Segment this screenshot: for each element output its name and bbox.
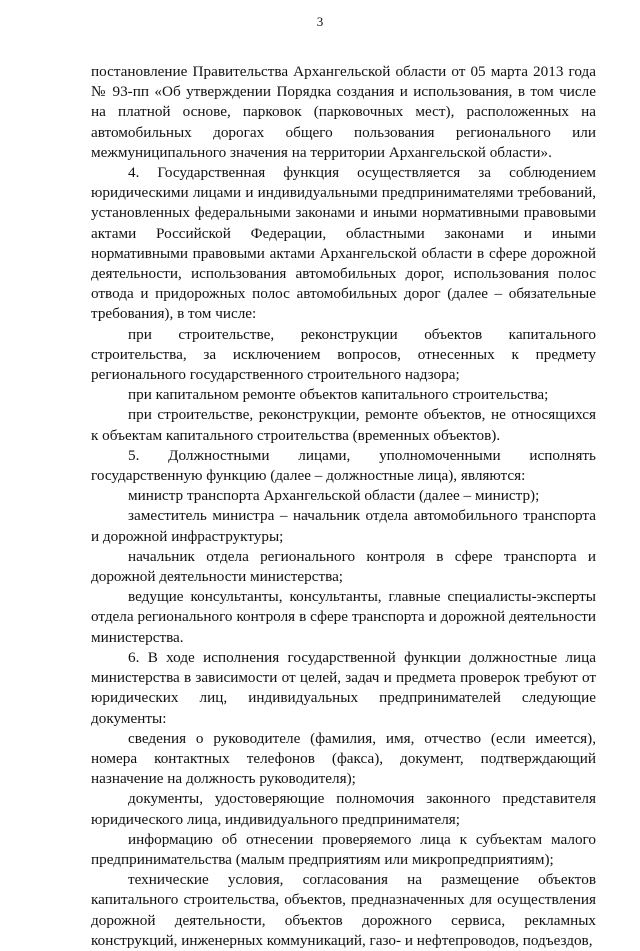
page-number: 3 bbox=[316, 14, 324, 29]
paragraph-decree-continuation: постановление Правительства Архангельской области от 05 марта 2013 года № 93-пп «Об утверждении Порядка создания и использования, в том числе на платной основе, парковок (парковочных мест), расположенных на автомобильных дорогах общего пользования регионального или межмуниципального значения на территории Архангельской области». bbox=[91, 63, 596, 161]
list-item-small-business-info: информацию об отнесении проверяемого лица к субъектам малого предпринимательства (малым предприятиям или микропредприятиям); bbox=[91, 830, 596, 868]
list-item-consultants: ведущие консультанты, консультанты, главные специалисты-эксперты отдела регионального контроля в сфере транспорта и дорожной деятельности министерства. bbox=[91, 588, 596, 646]
list-item-minister: министр транспорта Архангельской области (далее – министр); bbox=[128, 487, 540, 505]
list-item-authority-documents: документы, удостоверяющие полномочия законного представителя юридического лица, индивидуального предпринимателя; bbox=[91, 790, 596, 828]
list-item-capital-repair: при капитальном ремонте объектов капитального строительства; bbox=[128, 386, 549, 404]
document-body bbox=[91, 62, 596, 951]
list-item-department-head: начальник отдела регионального контроля в сфере транспорта и дорожной деятельности министерства; bbox=[91, 547, 596, 586]
paragraph-6: 6. В ходе исполнения государственной функции должностные лица министерства в зависимости от целей, задач и предмета проверок требуют от юридических лиц, индивидуальных предпринимателей следующие документы: bbox=[91, 648, 596, 727]
list-item-deputy-minister: заместитель министра – начальник отдела автомобильного транспорта и дорожной инфраструктуры; bbox=[91, 507, 596, 545]
list-item-technical-conditions: технические условия, согласования на размещение объектов капитального строительства, объектов, предназначенных для осуществления дорожной деятельности, объектов дорожного сервиса, рекламных конструкций, инженерных коммуникаций, газо- и нефтепроводов, подъездов, bbox=[91, 871, 596, 949]
list-item-construction: при строительстве, реконструкции объектов капитального строительства, за исключением вопросов, отнесенных к предмету регионального государственного строительного надзора; bbox=[91, 325, 596, 384]
paragraph-5: 5. Должностными лицами, уполномоченными исполнять государственную функцию (далее – должностные лица), являются: bbox=[91, 446, 596, 485]
list-item-temporary-objects: при строительстве, реконструкции, ремонте объектов, не относящихся к объектам капитального строительства (временных объектов). bbox=[91, 406, 596, 444]
paragraph-4: 4. Государственная функция осуществляется за соблюдением юридическими лицами и индивидуальными предпринимателями требований, установленных федеральными законами и иными нормативными правовыми актами Российской Федерации, областными законами и иными нормативными правовыми актами Архангельской области в сфере дорожной деятельности, использования автомобильных дорог, использования полос отвода и придорожных полос автомобильных дорог (далее – обязательные требования), в том числе: bbox=[91, 164, 596, 323]
list-item-manager-info: сведения о руководителе (фамилия, имя, отчество (если имеется), номера контактных телефонов (факса), документ, подтверждающий назначение на должность руководителя); bbox=[91, 729, 596, 788]
